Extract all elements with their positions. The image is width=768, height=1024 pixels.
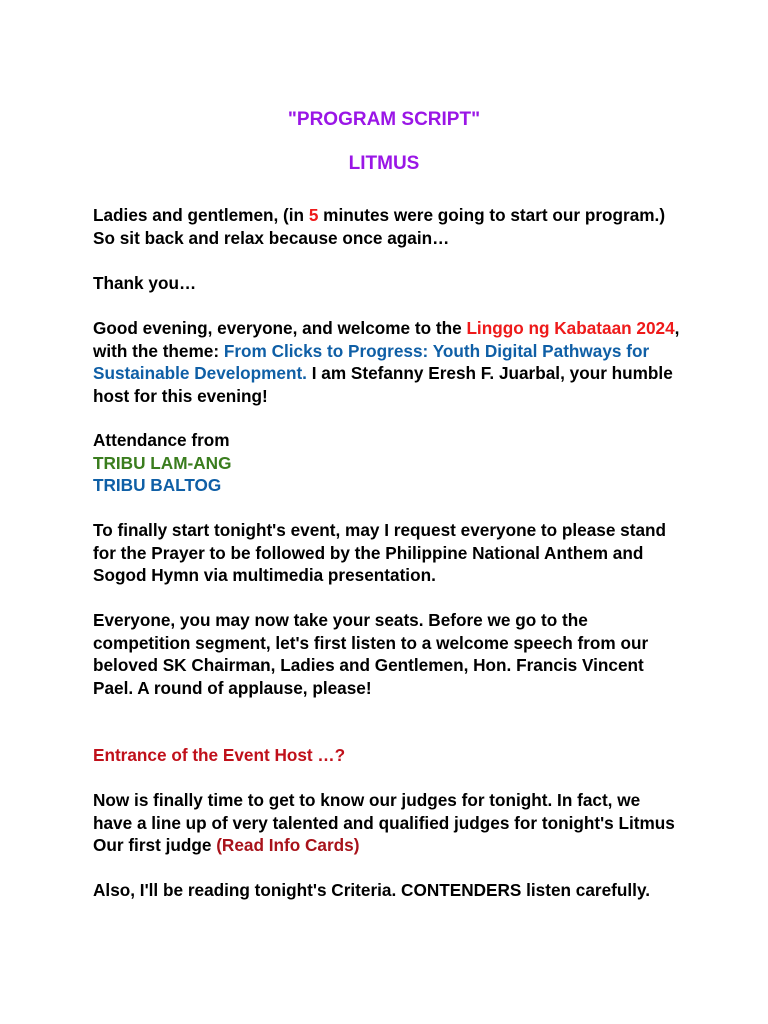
attendance-label: Attendance from — [93, 430, 230, 450]
paragraph-intro — [93, 204, 683, 249]
welcome-text-a: Good evening, everyone, and welcome to the — [93, 318, 467, 338]
cue-read-info-cards: (Read Info Cards) — [216, 835, 360, 855]
paragraph-criteria: Also, I'll be reading tonight's Criteria. CONTENDERS listen carefully. — [93, 880, 650, 900]
judges-text: Now is finally time to get to know our judges for tonight. In fact, we have a line up of very talented and qualified judges for tonight's Litmus Our first judge — [93, 790, 675, 855]
cue-entrance-host: Entrance of the Event Host …? — [93, 745, 346, 765]
tribe-baltog: TRIBU BALTOG — [93, 475, 222, 495]
welcome-text-c: I am Stefanny Eresh F. Juarbal, your humble host for this evening! — [93, 363, 673, 406]
tribe-lam-ang: TRIBU LAM-ANG — [93, 452, 232, 473]
intro-text-a: Ladies and gentlemen, (in — [93, 205, 309, 225]
paragraph-prayer: To finally start tonight's event, may I request everyone to please stand for the Prayer to be followed by the Philippine National Anthem and Sogod Hymn via multimedia presentation. — [93, 520, 667, 585]
event-theme: From Clicks to Progress: Youth Digital Pathways for Sustainable Development. — [93, 340, 650, 383]
welcome-text-b: , with the theme: — [93, 318, 680, 361]
paragraph-welcome — [93, 317, 683, 407]
page-title: "PROGRAM SCRIPT" — [287, 109, 481, 130]
paragraph-attendance — [93, 429, 683, 497]
page-subtitle: LITMUS — [348, 153, 420, 174]
minutes-number: 5 — [308, 205, 319, 225]
paragraph-judges — [93, 789, 683, 857]
paragraph-thank-you: Thank you… — [93, 273, 197, 293]
event-name: Linggo ng Kabataan 2024 — [466, 318, 675, 338]
intro-text-b: minutes were going to start our program.) So sit back and relax because once again… — [93, 205, 666, 248]
paragraph-welcome-speech: Everyone, you may now take your seats. Before we go to the competition segment, let's first listen to a welcome speech from our beloved SK Chairman, Ladies and Gentlemen, Hon. Francis Vincent Pael. A round of applause, please! — [93, 610, 649, 698]
